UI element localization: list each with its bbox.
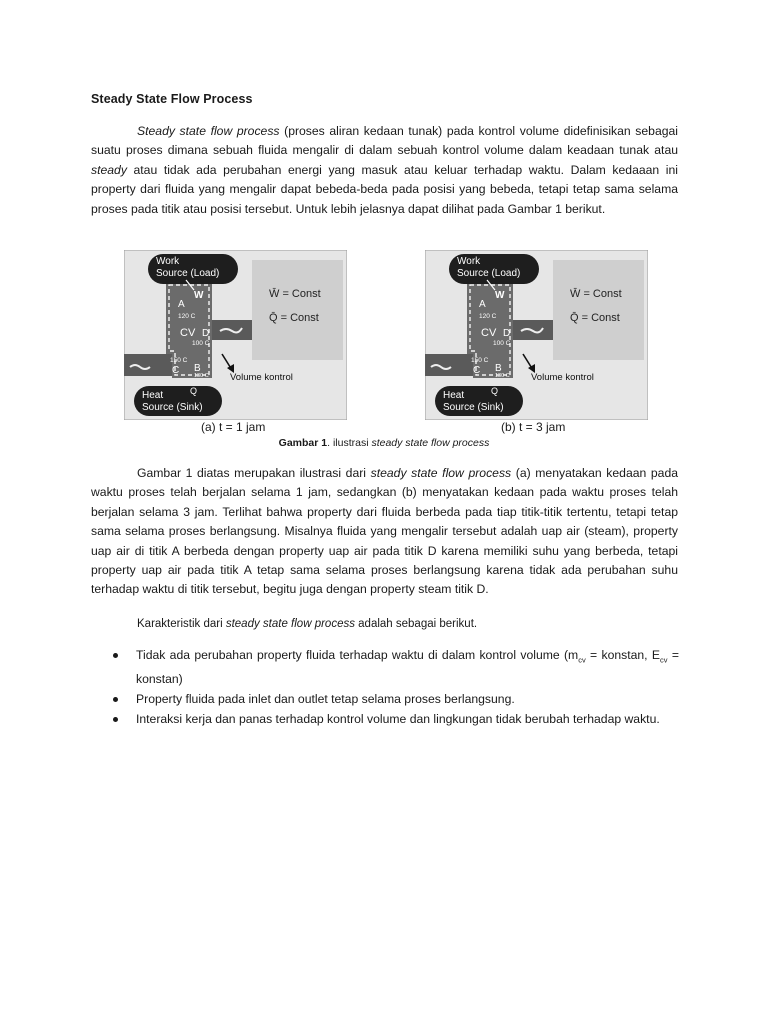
list-item-text: Interaksi kerja dan panas terhadap kontrol volume dan lingkungan tidak berubah terhadap waktu. bbox=[136, 712, 660, 727]
work-source-label: Source (Load) bbox=[156, 268, 220, 279]
paragraph-text: (a) menyatakan kedaan pada waktu proses telah berjalan selama 1 jam, sedangkan (b) menyatakan kedaan pada waktu proses telah berjalan selama 3 jam. Terlihat bahwa property dari fluida berbeda pada tiap titik-titik tertentu, tetapi tetap sama selama proses berlangsung. Misalnya fluida yang mengalir tersebut adalah uap air (steam), property uap air di titik A berbeda dengan property uap air pada titik D karena memiliki suhu yang berbeda, tetapi property uap air pada titik A tetap sama selama proses berlangsung karena tidak ada perubahan suhu terhadap waktu di titik tersebut, begitu juga dengan property steam titik D. bbox=[91, 466, 679, 597]
control-volume-diagram bbox=[425, 250, 648, 420]
bullet-icon bbox=[113, 653, 118, 658]
point-d-label: D bbox=[503, 328, 511, 339]
paragraph-text: (proses aliran kedaan tunak) pada kontrol volume didefinisikan sebagai suatu proses dimana sebuah fluida mengalir di dalam sebuah kontrol volume dalam keadaan tunak atau bbox=[91, 124, 679, 158]
paragraph-text: Karakteristik dari bbox=[137, 618, 226, 630]
italic-term: steady state flow process bbox=[225, 618, 355, 630]
work-source-label: Work bbox=[457, 256, 481, 267]
italic-term: steady bbox=[91, 162, 127, 177]
list-item-text: Tidak ada perubahan property fluida terhadap waktu di dalam kontrol volume (m bbox=[136, 648, 579, 662]
w-const-label: W̄ = Const bbox=[269, 288, 321, 300]
heat-source-label: Source (Sink) bbox=[142, 402, 203, 413]
temp-a-label: 120 C bbox=[479, 313, 497, 320]
w-label: W bbox=[194, 290, 204, 301]
constants-panel bbox=[553, 260, 644, 360]
temp-a-label: 120 C bbox=[178, 313, 196, 320]
list-item bbox=[113, 646, 679, 689]
point-c-label: C bbox=[473, 365, 481, 376]
temp-d-label: 100 C bbox=[192, 340, 210, 347]
paragraph-explanation bbox=[91, 464, 678, 600]
temp-c-label: 150 C bbox=[170, 357, 188, 364]
figure-a-caption: (a) t = 1 jam bbox=[201, 420, 266, 434]
point-b-label: B bbox=[495, 363, 502, 374]
list-item bbox=[113, 710, 679, 729]
constants-panel bbox=[252, 260, 343, 360]
caption-text: . ilustrasi bbox=[327, 437, 372, 449]
page-title: Steady State Flow Process bbox=[91, 92, 253, 106]
list-item-text: Property fluida pada inlet dan outlet tetap selama proses berlangsung. bbox=[136, 691, 515, 706]
characteristics-list bbox=[113, 646, 679, 730]
cv-label: CV bbox=[180, 327, 196, 339]
paragraph-text: Gambar 1 diatas merupakan ilustrasi dari bbox=[137, 466, 371, 480]
q-const-label: Q̄ = Const bbox=[269, 312, 319, 324]
point-c-label: C bbox=[172, 365, 180, 376]
point-d-label: D bbox=[202, 328, 210, 339]
bullet-icon bbox=[113, 697, 118, 702]
paragraph-intro bbox=[91, 122, 678, 219]
cv-label: CV bbox=[481, 327, 497, 339]
q-const-label: Q̄ = Const bbox=[570, 312, 620, 324]
q-label: Q bbox=[491, 386, 499, 396]
point-a-label: A bbox=[178, 299, 185, 310]
list-item-text: = konstan, E bbox=[585, 648, 661, 662]
italic-term: steady state flow process bbox=[370, 466, 512, 480]
temp-c-label: 150 C bbox=[471, 357, 489, 364]
temp-b-label: 130 C bbox=[495, 373, 510, 379]
paragraph-characteristics-intro bbox=[137, 615, 697, 634]
figure-b-diagram bbox=[425, 250, 648, 420]
figure-b-caption: (b) t = 3 jam bbox=[501, 420, 566, 434]
point-a-label: A bbox=[479, 299, 486, 310]
heat-source-label: Heat bbox=[443, 390, 465, 401]
volume-kontrol-label: Volume kontrol bbox=[531, 372, 594, 383]
w-label: W bbox=[495, 290, 505, 301]
caption-number: Gambar 1 bbox=[278, 437, 328, 449]
heat-source-label: Source (Sink) bbox=[443, 402, 504, 413]
heat-source-label: Heat bbox=[142, 390, 164, 401]
paragraph-text: adalah sebagai berikut. bbox=[354, 618, 478, 630]
italic-term: Steady state flow process bbox=[137, 124, 280, 138]
list-item-text: = konstan) bbox=[136, 648, 679, 686]
list-item bbox=[113, 690, 679, 709]
temp-b-label: 130 C bbox=[194, 373, 209, 379]
subscript: cv bbox=[578, 655, 586, 665]
paragraph-text: atau tidak ada perubahan energi yang masuk atau keluar terhadap waktu. Dalam kedaaan ini property dari fluida yang mengalir dapat bebeda-beda pada posisi yang bebeda, tetapi tetap sama selama proses pada titik atau posisi tersebut. Untuk lebih jelasnya dapat dilihat pada Gambar 1 berikut. bbox=[91, 162, 678, 216]
w-const-label: W̄ = Const bbox=[570, 288, 622, 300]
control-volume-diagram bbox=[124, 250, 347, 420]
point-b-label: B bbox=[194, 363, 201, 374]
temp-d-label: 100 C bbox=[493, 340, 511, 347]
figure-a-diagram bbox=[124, 250, 347, 420]
work-source-label: Work bbox=[156, 256, 180, 267]
work-source-label: Source (Load) bbox=[457, 268, 521, 279]
subscript: cv bbox=[660, 655, 668, 665]
q-label: Q bbox=[190, 386, 198, 396]
bullet-icon bbox=[113, 717, 118, 722]
caption-italic: steady state flow process bbox=[371, 437, 490, 449]
figure-caption bbox=[0, 437, 768, 449]
volume-kontrol-label: Volume kontrol bbox=[230, 372, 293, 383]
